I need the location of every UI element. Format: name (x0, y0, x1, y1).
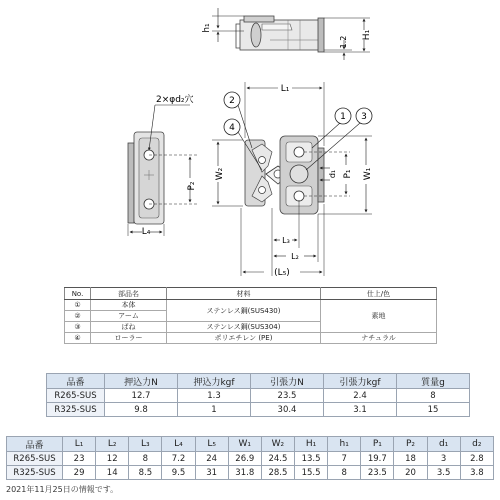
materials-row (65, 333, 437, 344)
info-date-note: 2021年11月25日の情報です。 (6, 485, 119, 494)
value-cell: 9.8 (105, 403, 178, 417)
dim-L1: L₁ (280, 84, 290, 94)
value-cell: 1 (178, 403, 251, 417)
cell-material: ポリエチレン (PE) (167, 333, 321, 344)
value-cell: 18 (394, 452, 427, 466)
value-cell: 12 (96, 452, 129, 466)
cell-no: ④ (65, 333, 91, 344)
cell-part: ばね (91, 322, 167, 333)
header-cell: W₂ (261, 437, 294, 452)
cell-finish: 素地 (321, 300, 437, 333)
header-cell: L₄ (162, 437, 195, 452)
value-cell: 23 (63, 452, 96, 466)
header-cell: H₁ (294, 437, 327, 452)
dim-P1: P₁ (343, 169, 353, 179)
header-cell: L₅ (195, 437, 228, 452)
header-cell: d₁ (427, 437, 460, 452)
dim-L4: L₄ (141, 227, 151, 237)
cell-part: アーム (91, 311, 167, 322)
callout-1: 1 (340, 112, 346, 122)
callout-2: 2 (229, 96, 235, 106)
value-cell: 2.8 (460, 452, 493, 466)
dim-H1: H₁ (362, 29, 372, 41)
value-cell: 2.4 (324, 389, 397, 403)
model-cell: R265-SUS (47, 389, 105, 403)
header-cell: W₁ (228, 437, 261, 452)
dim-W2: W₂ (215, 167, 225, 181)
dim-h1: h₁ (202, 23, 212, 33)
forces-row (47, 403, 470, 417)
header-cell: 品番 (7, 437, 63, 452)
dimensions-table (6, 436, 494, 480)
value-cell: 3.1 (324, 403, 397, 417)
value-cell: 8 (129, 452, 162, 466)
side-view (212, 8, 370, 60)
header-cell: P₁ (361, 437, 394, 452)
cell-part: 本体 (91, 300, 167, 311)
value-cell: 23.5 (251, 389, 324, 403)
dim-W1: W₁ (363, 167, 373, 181)
forces-table (46, 373, 470, 417)
dim-L5: (L₅) (274, 268, 290, 278)
value-cell: 15 (397, 403, 470, 417)
header-cell: 押込力kgf (178, 374, 251, 389)
dim-L3: L₃ (282, 236, 290, 245)
callout-4: 4 (229, 123, 235, 133)
header-cell: 引張力kgf (324, 374, 397, 389)
label-holes: 2×φd₂穴 (156, 95, 194, 105)
callout-3: 3 (361, 112, 367, 122)
col-finish: 仕上/色 (321, 288, 437, 300)
cell-no: ② (65, 311, 91, 322)
header-cell: h₁ (328, 437, 361, 452)
dim-L2: L₂ (291, 252, 299, 261)
value-cell: 8 (397, 389, 470, 403)
model-cell: R325-SUS (47, 403, 105, 417)
cell-no: ① (65, 300, 91, 311)
value-cell: 1.3 (178, 389, 251, 403)
materials-header-row (65, 288, 437, 300)
value-cell: 28.5 (261, 466, 294, 480)
cell-finish: ナチュラル (321, 333, 437, 344)
value-cell: 12.7 (105, 389, 178, 403)
materials-table (64, 287, 437, 344)
value-cell: 7 (328, 452, 361, 466)
dim-P2: P₂ (187, 181, 197, 191)
cell-no: ③ (65, 322, 91, 333)
value-cell: 24.5 (261, 452, 294, 466)
value-cell: 3.5 (427, 466, 460, 480)
cell-material: ステンレス鋼(SUS430) (167, 300, 321, 322)
value-cell: 13.5 (294, 452, 327, 466)
dimensions-row (7, 452, 494, 466)
forces-row (47, 389, 470, 403)
materials-row (65, 300, 437, 311)
value-cell: 8.5 (129, 466, 162, 480)
value-cell: 26.9 (228, 452, 261, 466)
value-cell: 3 (427, 452, 460, 466)
value-cell: 3.8 (460, 466, 493, 480)
value-cell: 14 (96, 466, 129, 480)
value-cell: 8 (328, 466, 361, 480)
header-cell: L₃ (129, 437, 162, 452)
value-cell: 31 (195, 466, 228, 480)
value-cell: 20 (394, 466, 427, 480)
header-cell: 質量g (397, 374, 470, 389)
header-cell: 引張力N (251, 374, 324, 389)
col-part: 部品名 (91, 288, 167, 300)
header-cell: 品番 (47, 374, 105, 389)
header-cell: 押込力N (105, 374, 178, 389)
dimensions-row (7, 466, 494, 480)
value-cell: 31.8 (228, 466, 261, 480)
value-cell: 9.5 (162, 466, 195, 480)
header-cell: d₂ (460, 437, 493, 452)
model-cell: R325-SUS (7, 466, 63, 480)
value-cell: 7.2 (162, 452, 195, 466)
col-no: No. (65, 288, 91, 300)
dimensions-header-row (7, 437, 494, 452)
value-cell: 29 (63, 466, 96, 480)
dim-d1: d₁ (328, 169, 337, 179)
value-cell: 24 (195, 452, 228, 466)
header-cell: L₁ (63, 437, 96, 452)
header-cell: L₂ (96, 437, 129, 452)
header-cell: P₂ (394, 437, 427, 452)
value-cell: 15.5 (294, 466, 327, 480)
front-view (128, 105, 198, 236)
dim-1-2: 1.2 (339, 35, 348, 49)
value-cell: 23.5 (361, 466, 394, 480)
forces-header-row (47, 374, 470, 389)
value-cell: 30.4 (251, 403, 324, 417)
col-material: 材料 (167, 288, 321, 300)
model-cell: R265-SUS (7, 452, 63, 466)
cell-part: ローラー (91, 333, 167, 344)
value-cell: 19.7 (361, 452, 394, 466)
cell-material: ステンレス鋼(SUS304) (167, 322, 321, 333)
